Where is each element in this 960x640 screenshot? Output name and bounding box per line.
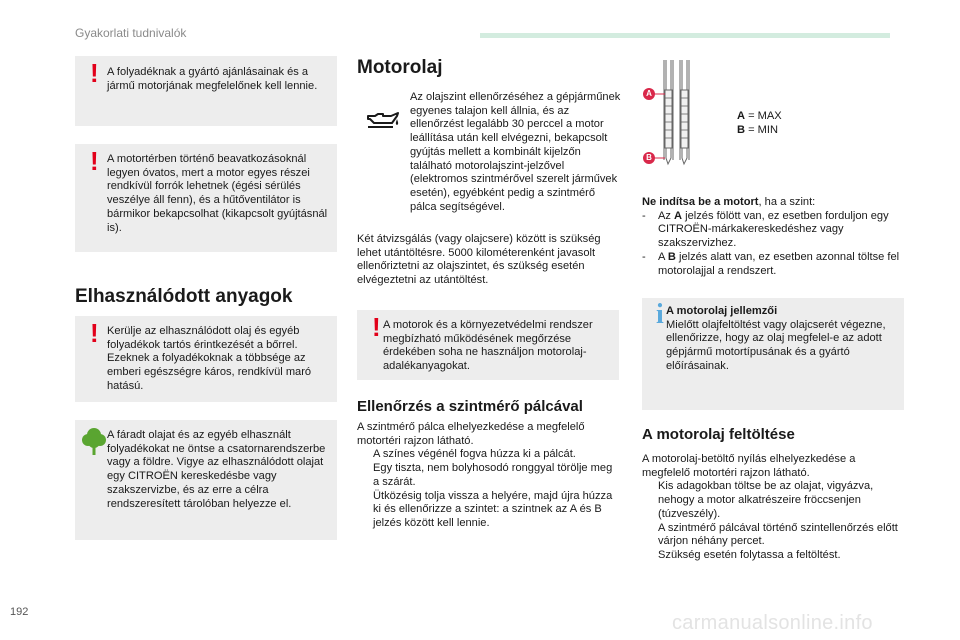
section-title-dipstick: Ellenőrzés a szintmérő pálcával	[357, 398, 583, 415]
oil-refill-intro: A motorolaj-betöltő nyílás elhelyezkedése a megfelelő motortéri rajzon látható.	[642, 453, 856, 479]
warning-icon: !	[90, 146, 99, 176]
section-title-oil-refill: A motorolaj feltöltése	[642, 426, 795, 443]
warning-box-used-oil	[75, 316, 337, 402]
warning-box-additives	[357, 310, 619, 380]
marker-b: B	[643, 152, 655, 164]
list-item: Kis adagokban töltse be az olajat, vigyázva, nehogy a motor alkatrészeire fröccsenjen (túzveszély).	[658, 480, 874, 520]
section-title-engine-oil: Motorolaj	[357, 57, 443, 78]
oil-can-icon	[365, 108, 401, 132]
no-start-conditions	[642, 196, 904, 278]
engine-oil-refill-note: Két átvizsgálás (vagy olajcsere) között is szükség lehet utántöltésre. 5000 kilométerenként javasolt ellenőriztetni az olajszintet, és szükség esetén elvégeztetni az utántöltést.	[357, 233, 601, 287]
eco-text: A fáradt olajat és az egyéb elhasznált folyadékokat ne öntse a csatornarendszerbe vagy a földre. Vigye az elhasználódott olajat egy CITROËN kereskedésbe vagy szakszervizbe, és az erre a célra rendszeresített tárolóban helyezze el.	[107, 429, 326, 510]
dipstick-intro: A szintmérő pálca elhelyezkedése a megfelelő motortéri rajzon látható.	[357, 421, 585, 447]
dash-bullet: -	[642, 209, 646, 222]
info-content	[666, 305, 898, 374]
list-item: Ütközésig tolja vissza a helyére, majd újra húzza ki és ellenőrizze a szintet: a szintnek az A és B jelzés között kell lennie.	[373, 489, 613, 529]
legend-max: A = MAX	[737, 110, 782, 122]
warning-box-engine-bay	[75, 144, 337, 252]
dipstick-instructions	[357, 421, 619, 531]
info-title: A motorolaj jellemzői	[666, 305, 778, 317]
section-title-used-materials: Elhasználódott anyagok	[75, 286, 293, 307]
warning-text-used-oil: Kerülje az elhasználódott olaj és egyéb folyadékok tartós érintkezését a bőrrel. Ezeknek a folyadékoknak a többsége az emberi egészségre káros, rendkívül maró hatású.	[107, 325, 312, 392]
dipstick-legend	[737, 110, 847, 137]
engine-oil-intro: Az olajszint ellenőrzéséhez a gépjárműnek egyenes talajon kell állnia, és az ellenőrzést legalább 30 perccel a motor leállítása után kell elvégezni, bekapcsolt gyújtás mellett a kombinált kijelzőn található motorolajszint-jelzővel (elektromos szintmérővel szerelt járművek esetén), egyébként pedig a szintmérő pálca segítségével.	[410, 91, 621, 213]
warning-icon: !	[90, 318, 99, 348]
page-header-title: Gyakorlati tudnivalók	[75, 26, 187, 40]
warning-text-engine-bay: A motortérben történő beavatkozásoknál legyen óvatos, mert a motor egyes részei rendkívül forrók lehetnek (égési sérülés veszélye áll fenn), és a hűtőventilátor is bármikor bekapcsolhat (kikapcsolt gyújtásnál is).	[107, 153, 328, 234]
oil-refill-instructions	[642, 453, 904, 563]
info-text: Mielőtt olajfeltöltést vagy olajcserét végezne, ellenőrizze, hogy az olaj megfelel-e az adott gépjármű motortípusának és a gyártó előírásainak.	[666, 318, 886, 372]
warning-icon: !	[372, 312, 381, 342]
no-start-lead: Ne indítsa be a motort, ha a szint:	[642, 196, 816, 208]
list-item: - Az A jelzés fölött van, ez esetben forduljon egy CITROËN-márkakereskedéshez vagy szakszervizhez.	[642, 209, 889, 250]
list-item: Egy tiszta, nem bolyhosodó ronggyal törölje meg a szárát.	[373, 462, 613, 488]
watermark: carmanualsonline.info	[672, 612, 873, 634]
warning-text-additives: A motorok és a környezetvédelmi rendszer megbízható működésének megőrzése érdekében soha ne használjon motorolaj-adalékanyagokat.	[383, 319, 593, 373]
warning-box-fluid	[75, 56, 337, 126]
info-box-oil-properties	[642, 298, 904, 410]
tree-icon	[81, 426, 107, 456]
info-icon: i	[656, 299, 664, 330]
list-item: A szintmérő pálcával történő szintellenőrzés előtt várjon néhány percet.	[658, 521, 898, 548]
dash-bullet: -	[642, 250, 646, 263]
eco-box	[75, 420, 337, 540]
warning-text-fluid: A folyadéknak a gyártó ajánlásainak és a jármű motorjának megfelelőnek kell lennie.	[107, 66, 318, 92]
list-item: A színes végénél fogva húzza ki a pálcát.	[373, 448, 576, 461]
header-accent-bar	[480, 33, 890, 38]
warning-icon: !	[90, 58, 99, 88]
list-item: Szükség esetén folytassa a feltöltést.	[658, 548, 841, 561]
dipstick-illustration	[655, 58, 697, 190]
list-item: - A B jelzés alatt van, ez esetben azonnal töltse fel motorolajjal a rendszert.	[642, 250, 900, 277]
marker-a: A	[643, 88, 655, 100]
page-number: 192	[10, 606, 29, 618]
legend-min: B = MIN	[737, 123, 778, 136]
